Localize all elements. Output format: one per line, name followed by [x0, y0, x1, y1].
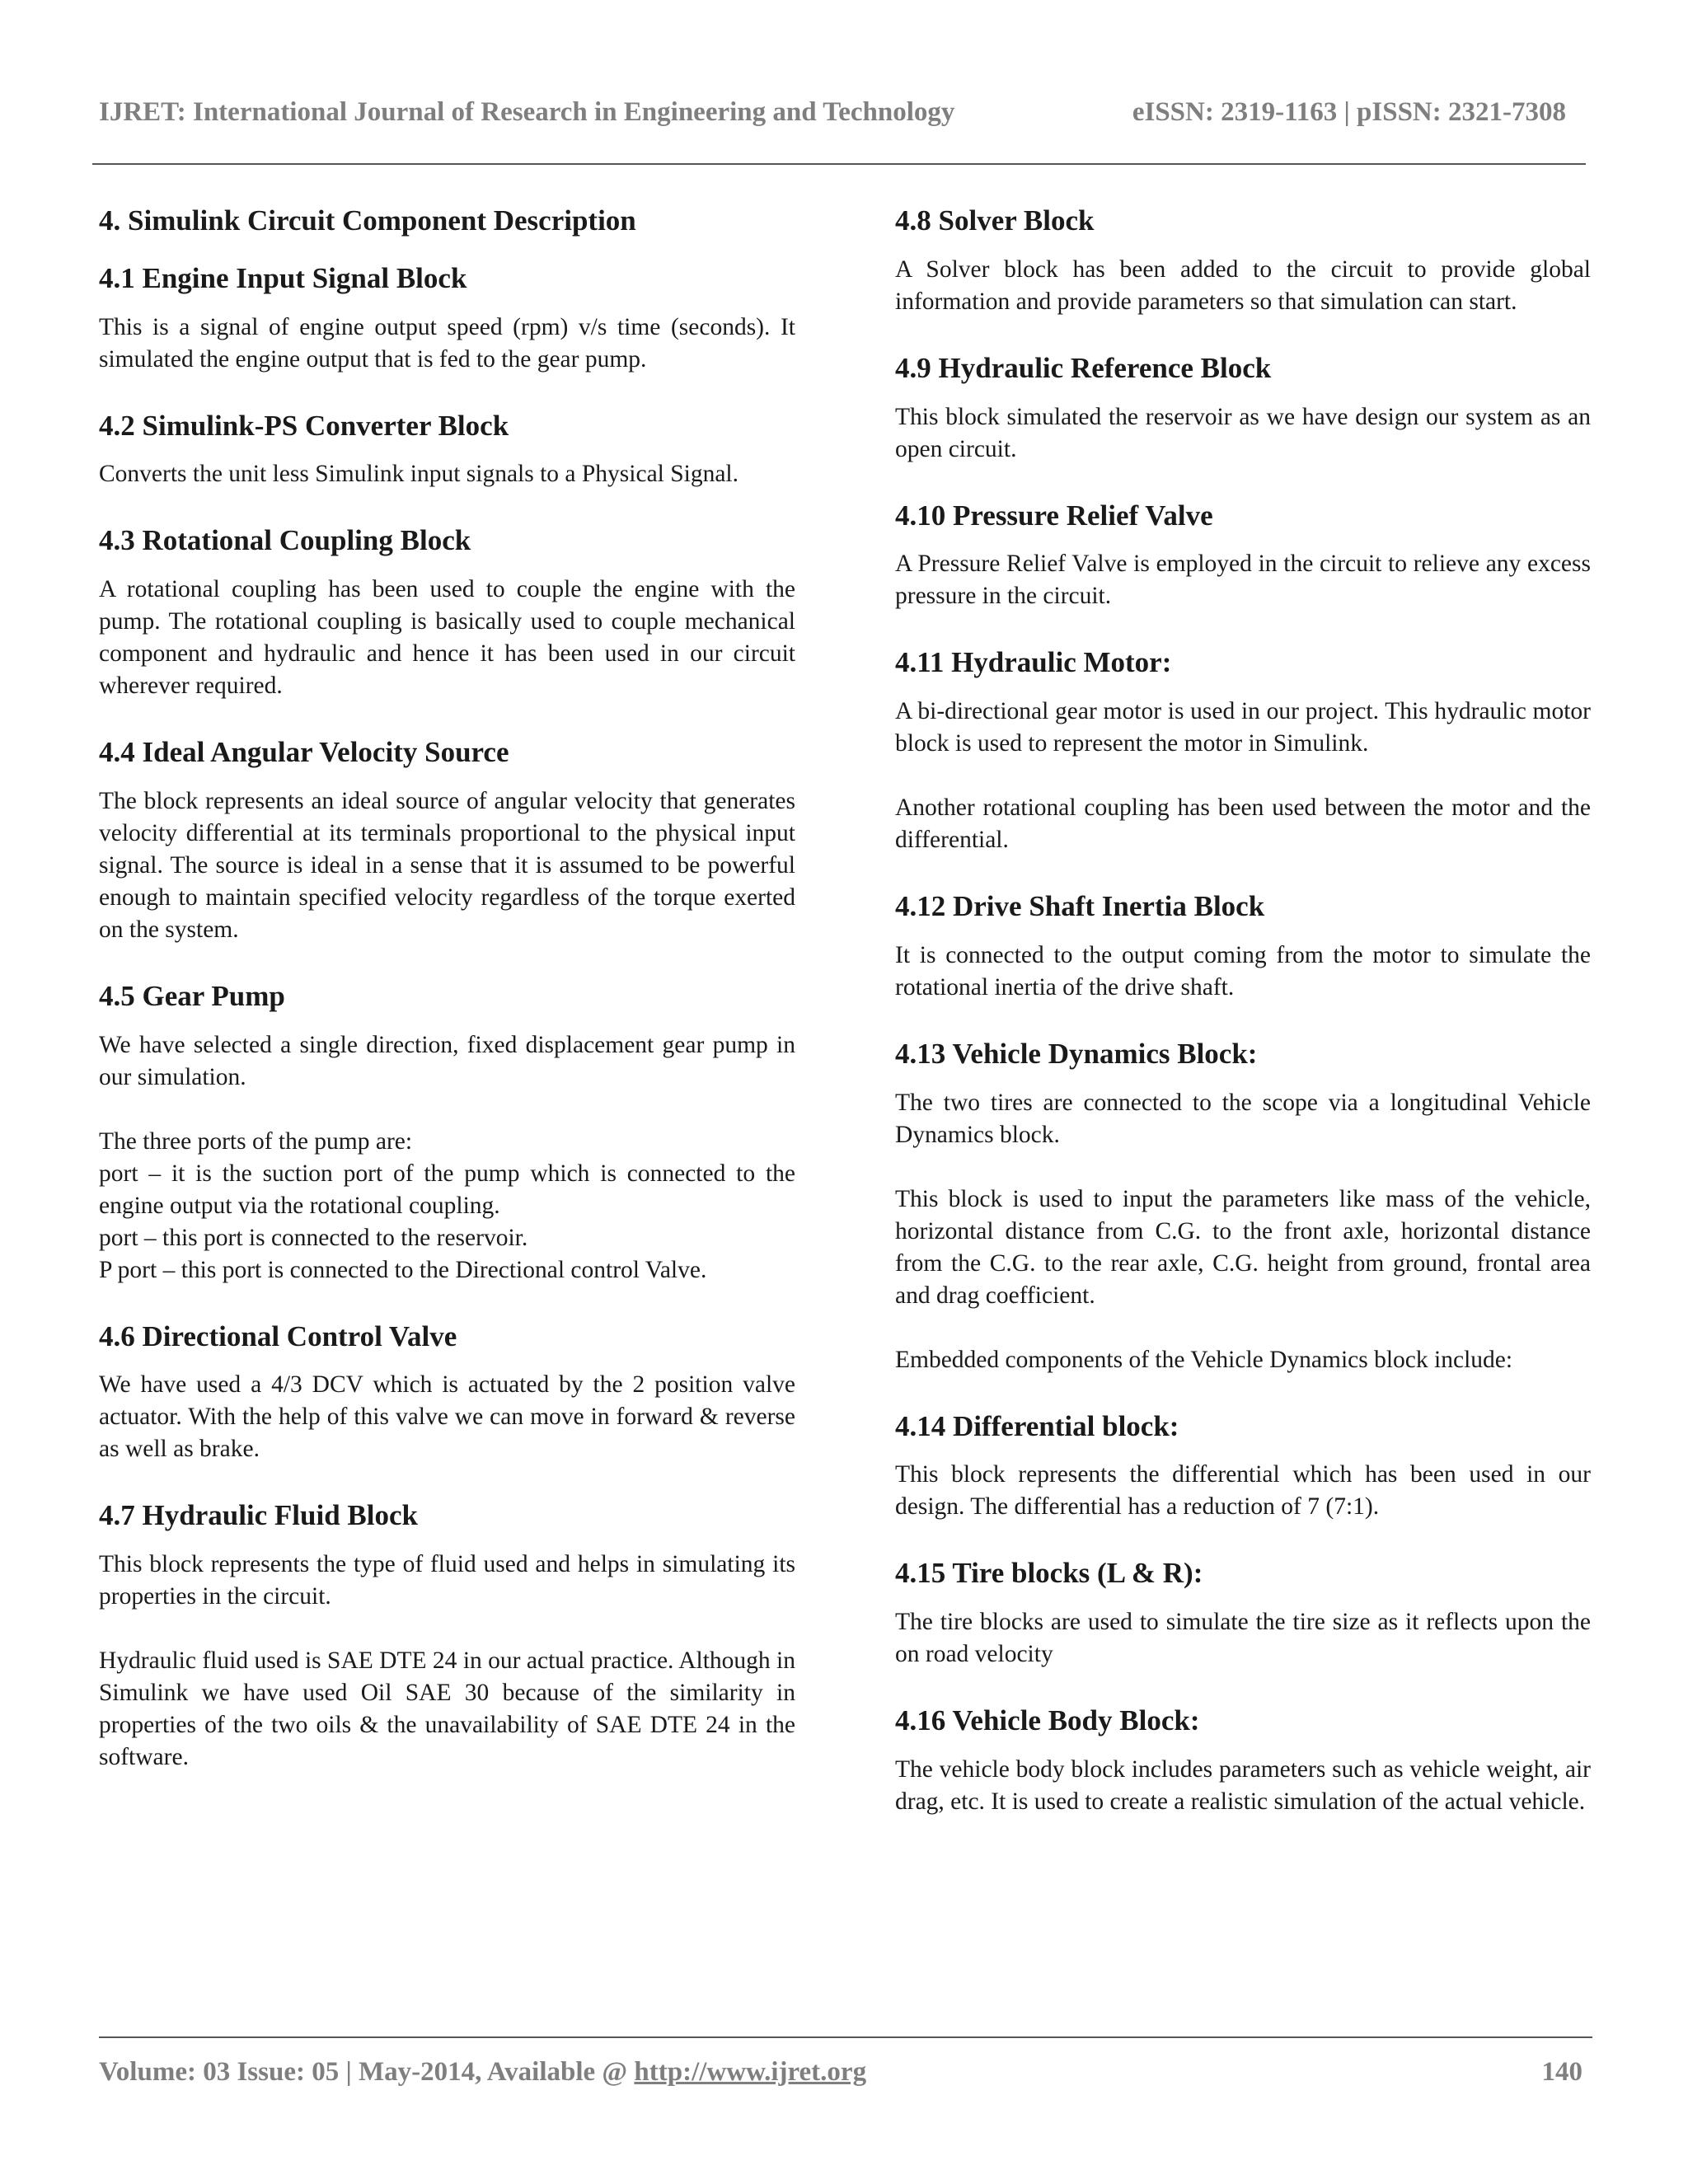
section-4-11-heading: 4.11 Hydraulic Motor:	[895, 646, 1172, 679]
running-header	[99, 97, 1566, 128]
pump-port-reservoir: port – this port is connected to the reservoir.	[99, 1224, 528, 1251]
header-rule	[92, 163, 1586, 165]
volume-text: Volume: 03 Issue: 05 | May-2014, Available @	[99, 2057, 635, 2087]
section-4-11-text-2: Another rotational coupling has been used between the motor and the differential.	[895, 794, 1591, 853]
footer-volume	[99, 2057, 866, 2088]
section-4-9-heading: 4.9 Hydraulic Reference Block	[895, 351, 1272, 384]
section-4-13-heading: 4.13 Vehicle Dynamics Block:	[895, 1037, 1258, 1070]
section-4-14-heading: 4.14 Differential block:	[895, 1409, 1179, 1442]
pump-port-suction: port – it is the suction port of the pump which is connected to the engine output via the rotational coupling.	[99, 1160, 795, 1219]
section-4-heading: 4. Simulink Circuit Component Description	[99, 204, 636, 237]
section-4-12-heading: 4.12 Drive Shaft Inertia Block	[895, 890, 1265, 922]
section-4-12-text: It is connected to the output coming from the motor to simulate the rotational inertia of the drive shaft.	[895, 941, 1591, 1001]
section-4-5-heading: 4.5 Gear Pump	[99, 979, 285, 1012]
section-4-11-text-1: A bi-directional gear motor is used in our project. This hydraulic motor block is used to represent the motor in Simulink.	[895, 698, 1591, 757]
section-4-1-text: This is a signal of engine output speed (rpm) v/s time (seconds). It simulated the engine output that is fed to the gear pump.	[99, 313, 795, 373]
footer-rule	[99, 2036, 1592, 2038]
section-4-13-text-2: This block is used to input the parameters like mass of the vehicle, horizontal distance from C.G. to the front axle, horizontal distance from the C.G. to the rear axle, C.G. height from ground, frontal area and drag coefficient.	[895, 1185, 1591, 1309]
section-4-4-text: The block represents an ideal source of angular velocity that generates velocity differential at its terminals proportional to the physical input signal. The source is ideal in a sense that it is assumed to be powerful enough to maintain specified velocity regardless of the torque exerted on the system.	[99, 787, 795, 943]
section-4-10-text: A Pressure Relief Valve is employed in the circuit to relieve any excess pressure in the circuit.	[895, 551, 1591, 610]
issn: eISSN: 2319-1163 | pISSN: 2321-7308	[1132, 97, 1566, 127]
left-column	[99, 203, 795, 1774]
section-4-3-text: A rotational coupling has been used to couple the engine with the pump. The rotational coupling is basically used to couple mechanical component and hydraulic and hence it has been used in our circuit wherever required.	[99, 576, 795, 699]
section-4-7-text-1: This block represents the type of fluid used and helps in simulating its properties in the circuit.	[99, 1551, 795, 1610]
section-4-2-text: Converts the unit less Simulink input signals to a Physical Signal.	[99, 461, 739, 488]
page-number: 140	[1541, 2057, 1582, 2087]
section-4-6-heading: 4.6 Directional Control Valve	[99, 1319, 457, 1352]
pump-port-p: P port – this port is connected to the Directional control Valve.	[99, 1256, 707, 1283]
section-4-1-heading: 4.1 Engine Input Signal Block	[99, 261, 467, 294]
section-4-5-text: We have selected a single direction, fixed displacement gear pump in our simulation.	[99, 1031, 795, 1090]
section-4-13-text-3: Embedded components of the Vehicle Dynamics block include:	[895, 1346, 1513, 1373]
journal-link[interactable]: http://www.ijret.org	[634, 2057, 867, 2087]
right-column	[895, 203, 1591, 1818]
section-4-15-text: The tire blocks are used to simulate the tire size as it reflects upon the on road velocity	[895, 1609, 1591, 1667]
section-4-7-heading: 4.7 Hydraulic Fluid Block	[99, 1499, 418, 1532]
pump-ports-intro: The three ports of the pump are:	[99, 1127, 413, 1155]
section-4-10-heading: 4.10 Pressure Relief Valve	[895, 499, 1213, 532]
section-4-8-heading: 4.8 Solver Block	[895, 204, 1095, 237]
section-4-16-heading: 4.16 Vehicle Body Block:	[895, 1704, 1200, 1736]
journal-title: IJRET: International Journal of Research in Engineering and Technology	[99, 97, 955, 127]
section-4-7-text-2: Hydraulic fluid used is SAE DTE 24 in our actual practice. Although in Simulink we have used Oil SAE 30 because of the similarity in properties of the two oils & the unavailability of SAE DTE 24 in the software.	[99, 1647, 795, 1770]
section-4-16-text: The vehicle body block includes parameters such as vehicle weight, air drag, etc. It is used to create a realistic simulation of the actual vehicle.	[895, 1755, 1591, 1815]
section-4-2-heading: 4.2 Simulink-PS Converter Block	[99, 409, 509, 442]
section-4-9-text: This block simulated the reservoir as we have design our system as an open circuit.	[895, 403, 1591, 462]
section-4-13-text-1: The two tires are connected to the scope via a longitudinal Vehicle Dynamics block.	[895, 1089, 1591, 1148]
section-4-4-heading: 4.4 Ideal Angular Velocity Source	[99, 736, 509, 768]
section-4-6-text: We have used a 4/3 DCV which is actuated by the 2 position valve actuator. With the help of this valve we can move in forward & reverse as well as brake.	[99, 1371, 795, 1463]
section-4-14-text: This block represents the differential which has been used in our design. The differential has a reduction of 7 (7:1).	[895, 1461, 1591, 1521]
section-4-15-heading: 4.15 Tire blocks (L & R):	[895, 1557, 1203, 1590]
running-footer	[99, 2057, 1582, 2088]
section-4-3-heading: 4.3 Rotational Coupling Block	[99, 524, 471, 557]
section-4-8-text: A Solver block has been added to the circuit to provide global information and provide parameters so that simulation can start.	[895, 255, 1591, 315]
pump-ports-list	[99, 1126, 795, 1286]
